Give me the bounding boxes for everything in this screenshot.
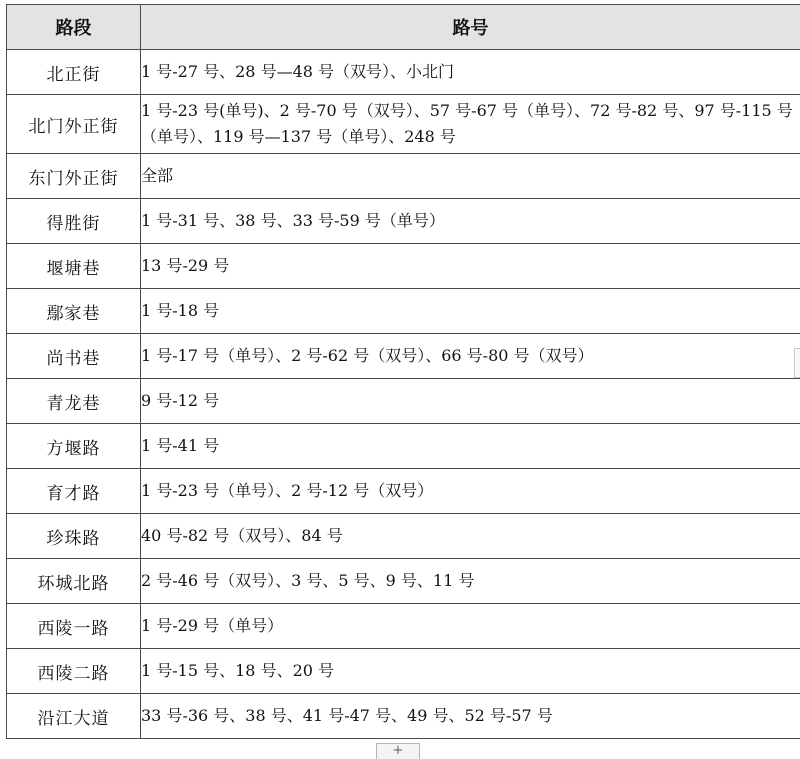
road-name-cell: 西陵一路 bbox=[7, 604, 141, 649]
road-number-cell: 1 号-27 号、28 号—48 号（双号）、小北门 bbox=[141, 50, 800, 95]
road-number-cell: 2 号-46 号（双号）、3 号、5 号、9 号、11 号 bbox=[141, 559, 800, 604]
road-number-cell: 1 号-23 号(单号)、2 号-70 号（双号）、57 号-67 号（单号）、72 号-82 号、97 号-115 号（单号）、119 号—137 号（单号）、248 号 bbox=[141, 95, 800, 154]
road-name-cell: 育才路 bbox=[7, 469, 141, 514]
road-number-cell: 33 号-36 号、38 号、41 号-47 号、49 号、52 号-57 号 bbox=[141, 694, 800, 739]
header-road-number: 路号 bbox=[141, 5, 800, 50]
table-row bbox=[7, 604, 800, 649]
table-row bbox=[7, 379, 800, 424]
table-row bbox=[7, 199, 800, 244]
plus-icon: + bbox=[393, 743, 404, 758]
road-number-cell: 1 号-41 号 bbox=[141, 424, 800, 469]
road-name-cell: 得胜街 bbox=[7, 199, 141, 244]
table-row bbox=[7, 50, 800, 95]
table-row bbox=[7, 694, 800, 739]
road-number-cell: 1 号-31 号、38 号、33 号-59 号（单号） bbox=[141, 199, 800, 244]
road-name-cell: 青龙巷 bbox=[7, 379, 141, 424]
road-number-cell: 1 号-15 号、18 号、20 号 bbox=[141, 649, 800, 694]
road-name-cell: 方堰路 bbox=[7, 424, 141, 469]
road-name-cell: 北门外正街 bbox=[7, 95, 141, 154]
table-header-row bbox=[7, 5, 800, 50]
add-tab-button[interactable] bbox=[376, 743, 420, 759]
table-row bbox=[7, 334, 800, 379]
road-name-cell: 北正街 bbox=[7, 50, 141, 95]
table-row bbox=[7, 289, 800, 334]
road-name-cell: 东门外正街 bbox=[7, 154, 141, 199]
table-row bbox=[7, 649, 800, 694]
road-name-cell: 西陵二路 bbox=[7, 649, 141, 694]
table-row bbox=[7, 424, 800, 469]
road-number-cell: 1 号-18 号 bbox=[141, 289, 800, 334]
road-number-cell: 1 号-17 号（单号）、2 号-62 号（双号）、66 号-80 号（双号） bbox=[141, 334, 800, 379]
road-table bbox=[6, 4, 800, 739]
table-row bbox=[7, 154, 800, 199]
road-number-cell: 9 号-12 号 bbox=[141, 379, 800, 424]
scrollbar-edge[interactable] bbox=[794, 348, 800, 378]
header-road-section: 路段 bbox=[7, 5, 141, 50]
road-number-cell: 全部 bbox=[141, 154, 800, 199]
road-number-cell: 40 号-82 号（双号）、84 号 bbox=[141, 514, 800, 559]
table-row bbox=[7, 514, 800, 559]
road-name-cell: 堰塘巷 bbox=[7, 244, 141, 289]
road-number-cell: 13 号-29 号 bbox=[141, 244, 800, 289]
road-name-cell: 尚书巷 bbox=[7, 334, 141, 379]
table-row bbox=[7, 95, 800, 154]
table-row bbox=[7, 559, 800, 604]
road-name-cell: 环城北路 bbox=[7, 559, 141, 604]
road-name-cell: 珍珠路 bbox=[7, 514, 141, 559]
road-number-cell: 1 号-23 号（单号）、2 号-12 号（双号） bbox=[141, 469, 800, 514]
road-name-cell: 鄢家巷 bbox=[7, 289, 141, 334]
table-row bbox=[7, 244, 800, 289]
road-number-cell: 1 号-29 号（单号） bbox=[141, 604, 800, 649]
table-row bbox=[7, 469, 800, 514]
road-name-cell: 沿江大道 bbox=[7, 694, 141, 739]
